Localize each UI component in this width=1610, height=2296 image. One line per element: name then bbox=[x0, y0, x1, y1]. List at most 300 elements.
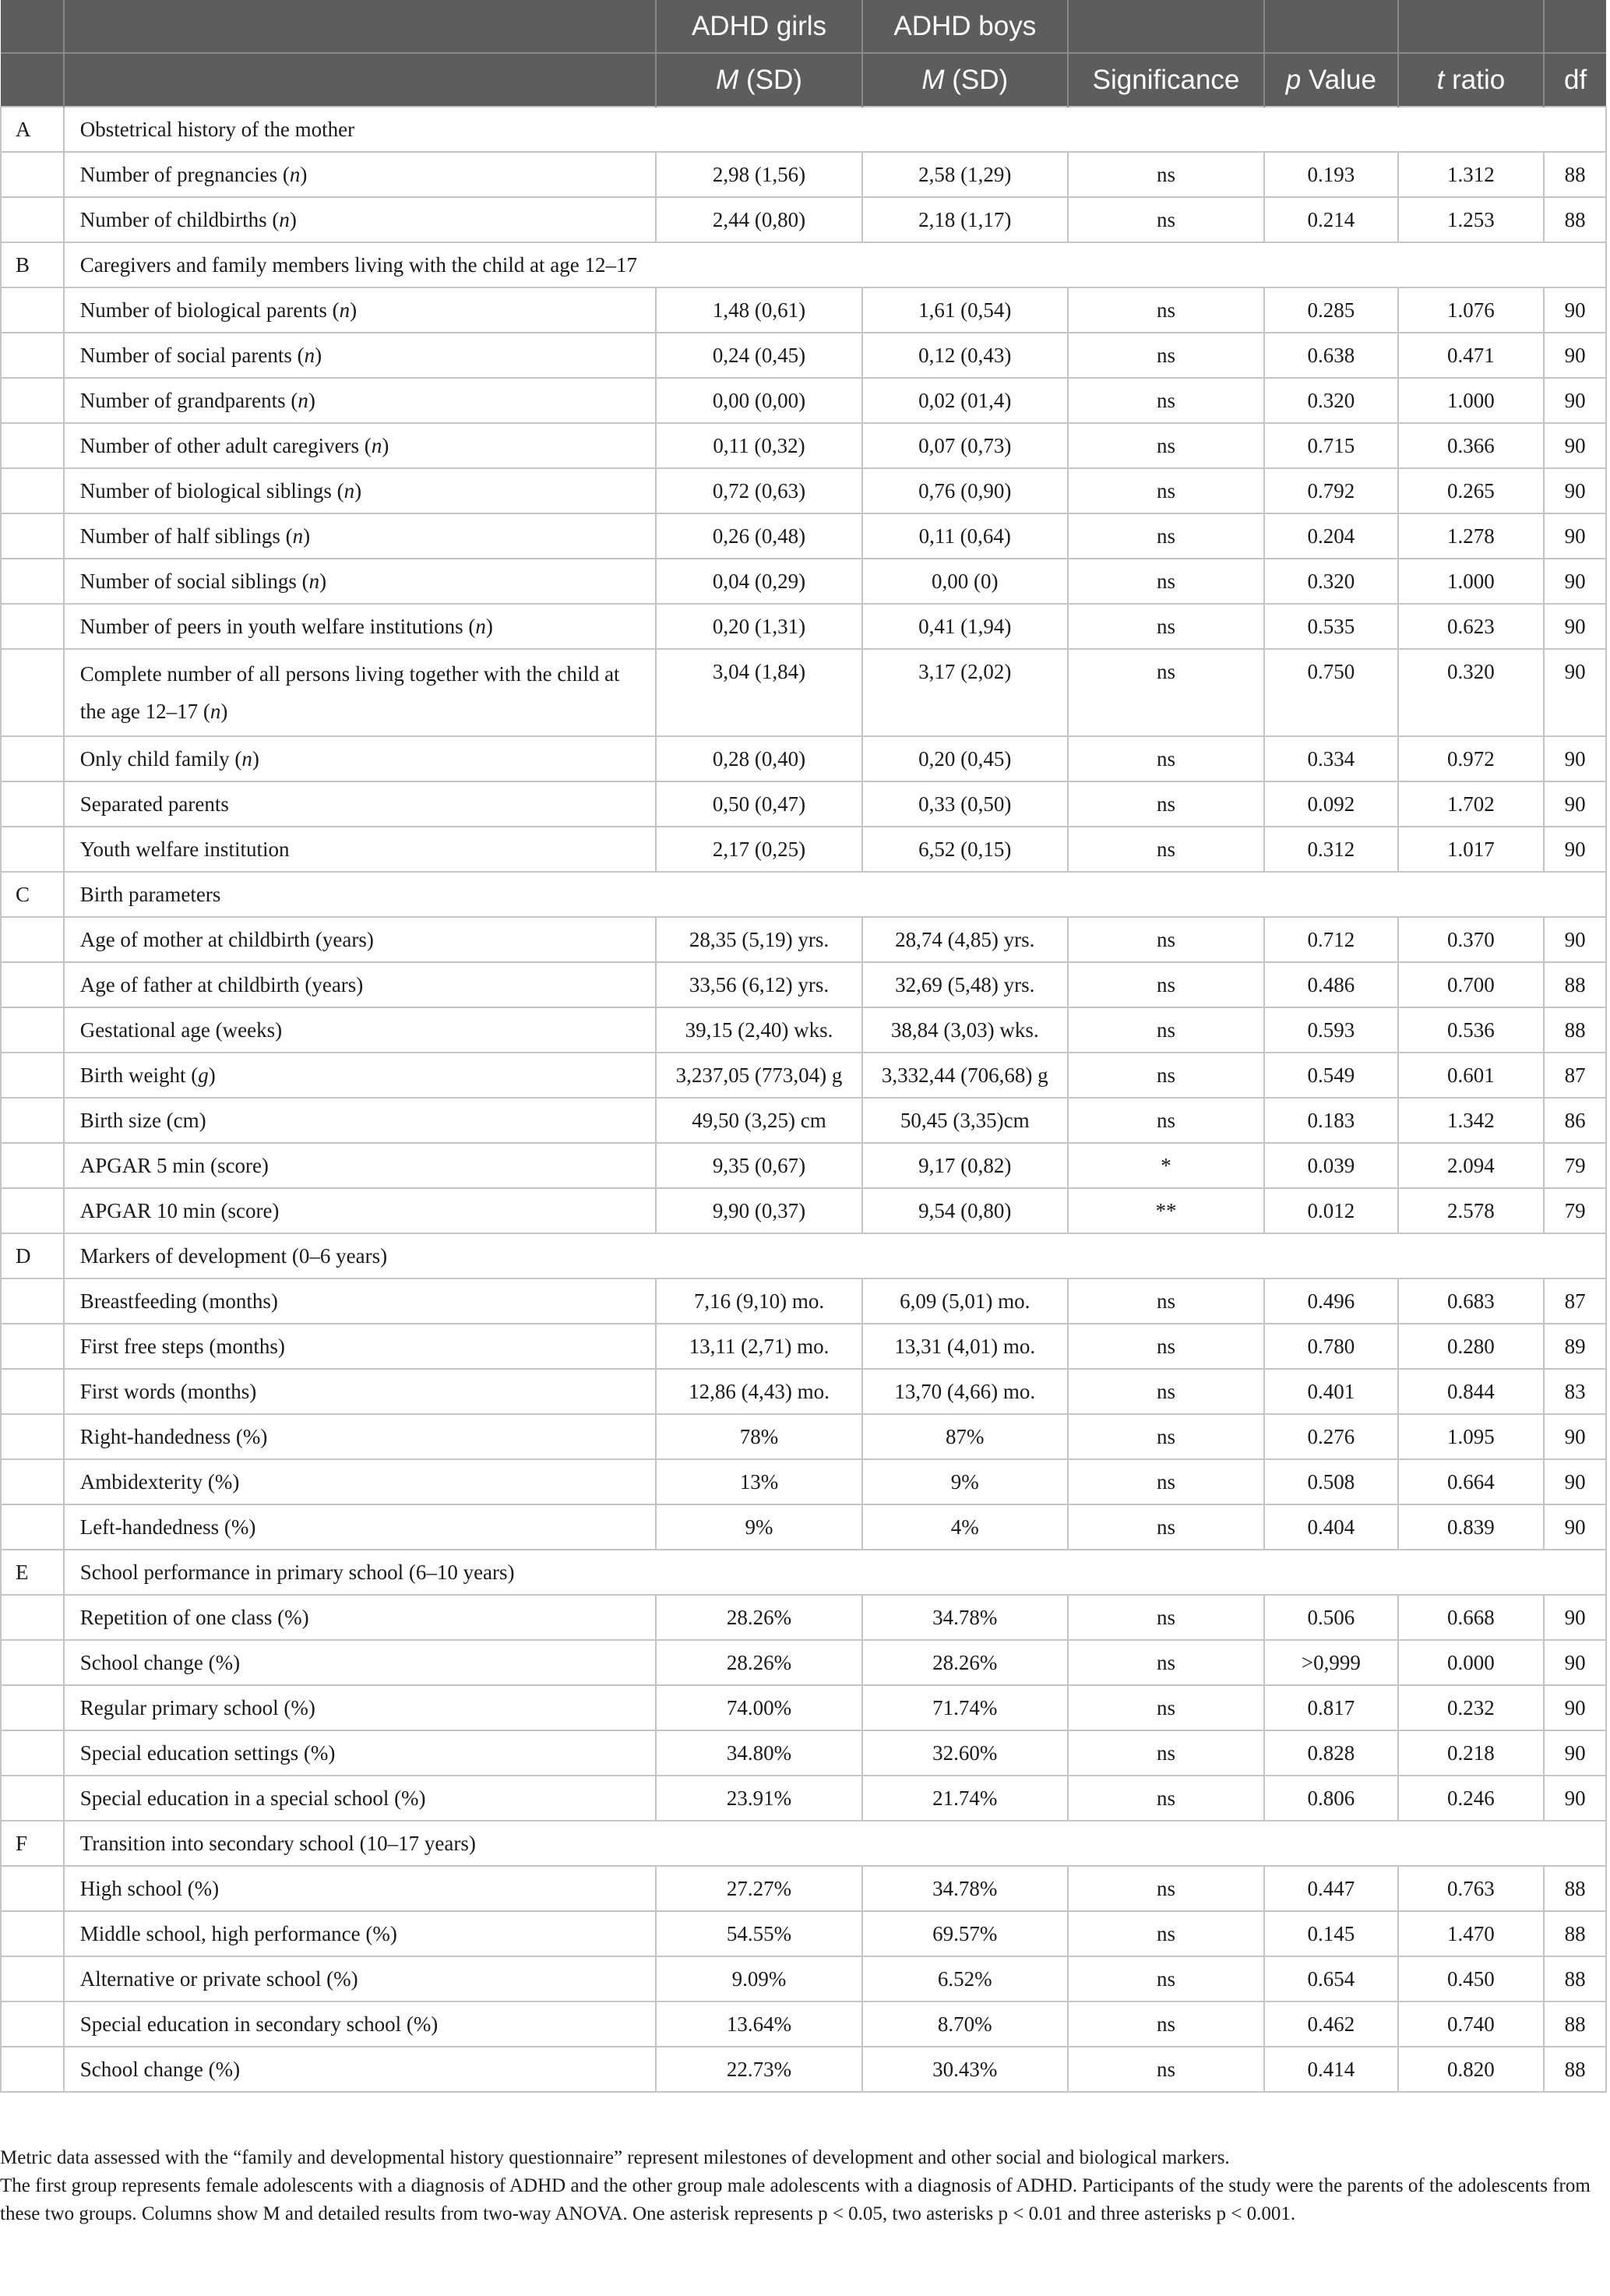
p-value: 0.447 bbox=[1264, 1866, 1397, 1911]
p-value: 0.404 bbox=[1264, 1504, 1397, 1550]
row-label-text: Youth welfare institution bbox=[79, 838, 290, 861]
t-ratio-value: 0.623 bbox=[1398, 604, 1545, 649]
df-value: 90 bbox=[1544, 649, 1606, 736]
row-label-text: Regular primary school (%) bbox=[79, 1696, 315, 1719]
boys-value: 9,17 (0,82) bbox=[862, 1143, 1068, 1188]
row-blank-cell bbox=[1, 1685, 64, 1730]
t-ratio-value: 0.450 bbox=[1398, 1956, 1545, 2002]
row-label bbox=[64, 1504, 657, 1550]
row-blank-cell bbox=[1, 1866, 64, 1911]
p-value: 0.193 bbox=[1264, 152, 1397, 197]
df-value: 90 bbox=[1544, 917, 1606, 962]
df-value: 88 bbox=[1544, 2047, 1606, 2092]
boys-value: 0,02 (01,4) bbox=[862, 378, 1068, 423]
section-letter: A bbox=[1, 107, 64, 152]
girls-value: 3,237,05 (773,04) g bbox=[656, 1053, 861, 1098]
df-value: 88 bbox=[1544, 1866, 1606, 1911]
significance-value: ns bbox=[1068, 1053, 1264, 1098]
table-row bbox=[1, 604, 1606, 649]
significance-value: ns bbox=[1068, 1911, 1264, 1956]
table-row bbox=[1, 1504, 1606, 1550]
row-label-text: First words (months) bbox=[79, 1380, 257, 1403]
girls-value: 0,28 (0,40) bbox=[656, 736, 861, 781]
p-value: 0.593 bbox=[1264, 1007, 1397, 1053]
table-row bbox=[1, 827, 1606, 872]
row-label bbox=[64, 1278, 657, 1324]
row-label bbox=[64, 1324, 657, 1369]
row-label-italic: g bbox=[198, 1063, 209, 1087]
table-row bbox=[1, 1414, 1606, 1459]
p-value: 0.320 bbox=[1264, 378, 1397, 423]
boys-value: 32.60% bbox=[862, 1730, 1068, 1776]
boys-value: 0,33 (0,50) bbox=[862, 781, 1068, 827]
header-blank-p bbox=[1264, 0, 1397, 53]
significance-value: ns bbox=[1068, 333, 1264, 378]
table-row bbox=[1, 1685, 1606, 1730]
header-t-ratio: t ratio bbox=[1398, 53, 1545, 107]
boys-value: 71.74% bbox=[862, 1685, 1068, 1730]
girls-value: 13% bbox=[656, 1459, 861, 1504]
row-label-text: First free steps (months) bbox=[79, 1335, 285, 1358]
significance-value: ns bbox=[1068, 1007, 1264, 1053]
t-ratio-value: 0.668 bbox=[1398, 1595, 1545, 1640]
girls-value: 27.27% bbox=[656, 1866, 861, 1911]
significance-value: ns bbox=[1068, 827, 1264, 872]
girls-value: 2,98 (1,56) bbox=[656, 152, 861, 197]
row-label bbox=[64, 1685, 657, 1730]
p-value: 0.401 bbox=[1264, 1369, 1397, 1414]
row-label bbox=[64, 917, 657, 962]
table-row bbox=[1, 1640, 1606, 1685]
t-ratio-value: 1.017 bbox=[1398, 827, 1545, 872]
girls-value: 22.73% bbox=[656, 2047, 861, 2092]
p-value: 0.204 bbox=[1264, 513, 1397, 559]
t-ratio-value: 2.578 bbox=[1398, 1188, 1545, 1233]
p-value: 0.750 bbox=[1264, 649, 1397, 736]
table-row bbox=[1, 962, 1606, 1007]
p-value: 0.817 bbox=[1264, 1685, 1397, 1730]
table-row bbox=[1, 1595, 1606, 1640]
df-value: 88 bbox=[1544, 197, 1606, 242]
table-row bbox=[1, 1776, 1606, 1821]
row-label-text: Number of biological parents ( bbox=[79, 298, 340, 322]
row-blank-cell bbox=[1, 2002, 64, 2047]
t-ratio-value: 1.342 bbox=[1398, 1098, 1545, 1143]
row-label bbox=[64, 1730, 657, 1776]
df-value: 90 bbox=[1544, 378, 1606, 423]
header-boys-msd: M (SD) bbox=[862, 53, 1068, 107]
df-value: 88 bbox=[1544, 962, 1606, 1007]
section-row bbox=[1, 1233, 1606, 1278]
row-label-italic: n bbox=[475, 615, 486, 638]
boys-value: 38,84 (3,03) wks. bbox=[862, 1007, 1068, 1053]
boys-value: 4% bbox=[862, 1504, 1068, 1550]
t-ratio-value: 0.471 bbox=[1398, 333, 1545, 378]
table-row bbox=[1, 513, 1606, 559]
t-ratio-value: 1.470 bbox=[1398, 1911, 1545, 1956]
row-blank-cell bbox=[1, 1053, 64, 1098]
p-value: 0.092 bbox=[1264, 781, 1397, 827]
row-label-close: ) bbox=[315, 344, 322, 367]
section-title: Caregivers and family members living with the child at age 12–17 bbox=[64, 242, 1606, 287]
significance-value: ns bbox=[1068, 1324, 1264, 1369]
boys-value: 9,54 (0,80) bbox=[862, 1188, 1068, 1233]
row-blank-cell bbox=[1, 1730, 64, 1776]
df-value: 87 bbox=[1544, 1053, 1606, 1098]
header-significance: Significance bbox=[1068, 53, 1264, 107]
footnote-line-1: Metric data assessed with the “family and developmental history questionnaire” represent milestones of development and other social and biological markers. bbox=[0, 2147, 1230, 2168]
girls-value: 23.91% bbox=[656, 1776, 861, 1821]
boys-value: 8.70% bbox=[862, 2002, 1068, 2047]
row-label-close: ) bbox=[350, 298, 358, 322]
girls-value: 9.09% bbox=[656, 1956, 861, 2002]
row-label-text: Gestational age (weeks) bbox=[79, 1018, 283, 1042]
row-label-close: ) bbox=[382, 434, 389, 457]
df-value: 90 bbox=[1544, 1504, 1606, 1550]
significance-value: ns bbox=[1068, 1730, 1264, 1776]
girls-value: 0,50 (0,47) bbox=[656, 781, 861, 827]
row-blank-cell bbox=[1, 917, 64, 962]
row-blank-cell bbox=[1, 1188, 64, 1233]
t-ratio-value: 0.839 bbox=[1398, 1504, 1545, 1550]
significance-value: ns bbox=[1068, 1685, 1264, 1730]
significance-value: ns bbox=[1068, 559, 1264, 604]
t-ratio-value: 0.320 bbox=[1398, 649, 1545, 736]
girls-value: 13.64% bbox=[656, 2002, 861, 2047]
t-ratio-value: 0.763 bbox=[1398, 1866, 1545, 1911]
row-label bbox=[64, 649, 657, 736]
df-value: 90 bbox=[1544, 423, 1606, 468]
df-value: 90 bbox=[1544, 1730, 1606, 1776]
p-value: 0.486 bbox=[1264, 962, 1397, 1007]
row-label-close: ) bbox=[289, 208, 297, 231]
row-label-text: School change (%) bbox=[79, 1651, 241, 1674]
table-row bbox=[1, 1278, 1606, 1324]
row-blank-cell bbox=[1, 1504, 64, 1550]
row-label-text: Number of peers in youth welfare institutions ( bbox=[79, 615, 476, 638]
table-row bbox=[1, 468, 1606, 513]
p-value: 0.183 bbox=[1264, 1098, 1397, 1143]
row-label-close: ) bbox=[208, 1063, 216, 1087]
girls-value: 28.26% bbox=[656, 1640, 861, 1685]
row-label-text: School change (%) bbox=[79, 2058, 241, 2081]
row-label bbox=[64, 962, 657, 1007]
p-value: 0.535 bbox=[1264, 604, 1397, 649]
row-blank-cell bbox=[1, 559, 64, 604]
row-label bbox=[64, 827, 657, 872]
df-value: 90 bbox=[1544, 1595, 1606, 1640]
row-label bbox=[64, 333, 657, 378]
t-ratio-value: 0.246 bbox=[1398, 1776, 1545, 1821]
row-label-close: ) bbox=[354, 479, 362, 503]
table-row bbox=[1, 1053, 1606, 1098]
p-value: 0.654 bbox=[1264, 1956, 1397, 2002]
df-value: 90 bbox=[1544, 1640, 1606, 1685]
girls-value: 74.00% bbox=[656, 1685, 861, 1730]
p-value: 0.638 bbox=[1264, 333, 1397, 378]
row-label-text: Left-handedness (%) bbox=[79, 1515, 256, 1539]
header-blank-label bbox=[64, 0, 657, 53]
row-blank-cell bbox=[1, 649, 64, 736]
significance-value: ns bbox=[1068, 962, 1264, 1007]
row-label-close: ) bbox=[252, 747, 259, 771]
significance-value: ns bbox=[1068, 649, 1264, 736]
girls-value: 49,50 (3,25) cm bbox=[656, 1098, 861, 1143]
row-label-close: ) bbox=[485, 615, 493, 638]
section-letter: C bbox=[1, 872, 64, 917]
girls-value: 34.80% bbox=[656, 1730, 861, 1776]
row-blank-cell bbox=[1, 1324, 64, 1369]
df-value: 86 bbox=[1544, 1098, 1606, 1143]
p-value: 0.712 bbox=[1264, 917, 1397, 962]
header-blank-letter bbox=[1, 0, 64, 53]
significance-value: ns bbox=[1068, 2047, 1264, 2092]
df-value: 90 bbox=[1544, 1776, 1606, 1821]
p-value: 0.506 bbox=[1264, 1595, 1397, 1640]
boys-value: 34.78% bbox=[862, 1595, 1068, 1640]
significance-value: ns bbox=[1068, 604, 1264, 649]
row-label-italic: n bbox=[304, 344, 315, 367]
row-blank-cell bbox=[1, 287, 64, 333]
significance-value: ns bbox=[1068, 2002, 1264, 2047]
row-label bbox=[64, 1911, 657, 1956]
df-value: 90 bbox=[1544, 736, 1606, 781]
significance-value: ns bbox=[1068, 736, 1264, 781]
header-blank-label-2 bbox=[64, 53, 657, 107]
p-value: 0.792 bbox=[1264, 468, 1397, 513]
header-df: df bbox=[1544, 53, 1606, 107]
girls-value: 2,44 (0,80) bbox=[656, 197, 861, 242]
boys-value: 0,12 (0,43) bbox=[862, 333, 1068, 378]
t-ratio-value: 2.094 bbox=[1398, 1143, 1545, 1188]
table-footnote bbox=[0, 2144, 1605, 2228]
row-label-text: Age of mother at childbirth (years) bbox=[79, 928, 374, 951]
table-row bbox=[1, 917, 1606, 962]
girls-value: 0,11 (0,32) bbox=[656, 423, 861, 468]
section-row bbox=[1, 1821, 1606, 1866]
girls-value: 78% bbox=[656, 1414, 861, 1459]
boys-value: 6,09 (5,01) mo. bbox=[862, 1278, 1068, 1324]
row-blank-cell bbox=[1, 1776, 64, 1821]
girls-value: 28,35 (5,19) yrs. bbox=[656, 917, 861, 962]
p-value: 0.145 bbox=[1264, 1911, 1397, 1956]
row-label bbox=[64, 1414, 657, 1459]
header-girls: ADHD girls bbox=[656, 0, 861, 53]
row-blank-cell bbox=[1, 1956, 64, 2002]
row-label-text: Birth size (cm) bbox=[79, 1109, 206, 1132]
row-label bbox=[64, 781, 657, 827]
df-value: 90 bbox=[1544, 1685, 1606, 1730]
row-label-text: Breastfeeding (months) bbox=[79, 1289, 278, 1313]
girls-value: 7,16 (9,10) mo. bbox=[656, 1278, 861, 1324]
significance-value: ns bbox=[1068, 423, 1264, 468]
row-label-close: ) bbox=[303, 524, 311, 548]
row-label bbox=[64, 423, 657, 468]
boys-value: 3,332,44 (706,68) g bbox=[862, 1053, 1068, 1098]
section-title: School performance in primary school (6–10 years) bbox=[64, 1550, 1606, 1595]
significance-value: ns bbox=[1068, 1640, 1264, 1685]
row-label bbox=[64, 604, 657, 649]
section-letter: D bbox=[1, 1233, 64, 1278]
row-label-text: Number of social parents ( bbox=[79, 344, 305, 367]
row-label-italic: n bbox=[343, 479, 355, 503]
p-value: 0.320 bbox=[1264, 559, 1397, 604]
significance-value: ns bbox=[1068, 781, 1264, 827]
girls-value: 33,56 (6,12) yrs. bbox=[656, 962, 861, 1007]
boys-value: 0,11 (0,64) bbox=[862, 513, 1068, 559]
t-ratio-value: 0.683 bbox=[1398, 1278, 1545, 1324]
row-blank-cell bbox=[1, 827, 64, 872]
row-blank-cell bbox=[1, 1369, 64, 1414]
boys-value: 0,00 (0) bbox=[862, 559, 1068, 604]
row-label-text: Number of biological siblings ( bbox=[79, 479, 344, 503]
girls-value: 9,90 (0,37) bbox=[656, 1188, 861, 1233]
row-label-italic: n bbox=[298, 389, 308, 412]
significance-value: ns bbox=[1068, 468, 1264, 513]
t-ratio-value: 1.702 bbox=[1398, 781, 1545, 827]
row-label bbox=[64, 1007, 657, 1053]
p-value: 0.462 bbox=[1264, 2002, 1397, 2047]
girls-value: 54.55% bbox=[656, 1911, 861, 1956]
section-letter: F bbox=[1, 1821, 64, 1866]
girls-value: 0,04 (0,29) bbox=[656, 559, 861, 604]
row-label-text: Number of half siblings ( bbox=[79, 524, 293, 548]
row-label bbox=[64, 2002, 657, 2047]
significance-value: ns bbox=[1068, 287, 1264, 333]
table-header bbox=[1, 0, 1606, 107]
boys-value: 30.43% bbox=[862, 2047, 1068, 2092]
row-label bbox=[64, 1053, 657, 1098]
significance-value: * bbox=[1068, 1143, 1264, 1188]
table-row bbox=[1, 736, 1606, 781]
header-blank-sig bbox=[1068, 0, 1264, 53]
df-value: 89 bbox=[1544, 1324, 1606, 1369]
df-value: 88 bbox=[1544, 1911, 1606, 1956]
row-label bbox=[64, 1459, 657, 1504]
row-blank-cell bbox=[1, 736, 64, 781]
row-label bbox=[64, 559, 657, 604]
df-value: 90 bbox=[1544, 468, 1606, 513]
girls-value: 39,15 (2,40) wks. bbox=[656, 1007, 861, 1053]
t-ratio-value: 0.700 bbox=[1398, 962, 1545, 1007]
row-label-text: Middle school, high performance (%) bbox=[79, 1922, 397, 1945]
table-row bbox=[1, 1866, 1606, 1911]
row-label-close: ) bbox=[319, 570, 327, 593]
row-blank-cell bbox=[1, 513, 64, 559]
row-label-text: Right-handedness (%) bbox=[79, 1425, 268, 1448]
boys-value: 6,52 (0,15) bbox=[862, 827, 1068, 872]
table-row bbox=[1, 1098, 1606, 1143]
row-label bbox=[64, 1188, 657, 1233]
row-blank-cell bbox=[1, 1143, 64, 1188]
t-ratio-value: 0.844 bbox=[1398, 1369, 1545, 1414]
table-row bbox=[1, 152, 1606, 197]
row-label bbox=[64, 1866, 657, 1911]
boys-value: 9% bbox=[862, 1459, 1068, 1504]
row-label bbox=[64, 152, 657, 197]
p-value: 0.715 bbox=[1264, 423, 1397, 468]
boys-value: 32,69 (5,48) yrs. bbox=[862, 962, 1068, 1007]
df-value: 90 bbox=[1544, 827, 1606, 872]
girls-value: 0,72 (0,63) bbox=[656, 468, 861, 513]
row-label-text: Special education in a special school (%) bbox=[79, 1786, 426, 1810]
row-label-text: Number of other adult caregivers ( bbox=[79, 434, 372, 457]
table-body bbox=[1, 107, 1606, 2092]
p-value: 0.276 bbox=[1264, 1414, 1397, 1459]
row-blank-cell bbox=[1, 152, 64, 197]
row-label-italic: n bbox=[241, 747, 252, 771]
p-value: 0.806 bbox=[1264, 1776, 1397, 1821]
df-value: 90 bbox=[1544, 1414, 1606, 1459]
boys-value: 0,20 (0,45) bbox=[862, 736, 1068, 781]
row-label bbox=[64, 378, 657, 423]
table-row bbox=[1, 1459, 1606, 1504]
p-value: 0.312 bbox=[1264, 827, 1397, 872]
p-value: 0.414 bbox=[1264, 2047, 1397, 2092]
table-row bbox=[1, 1143, 1606, 1188]
row-label-text: Number of grandparents ( bbox=[79, 389, 298, 412]
header-p-value: p Value bbox=[1264, 53, 1397, 107]
row-label-text: Number of social siblings ( bbox=[79, 570, 309, 593]
boys-value: 13,70 (4,66) mo. bbox=[862, 1369, 1068, 1414]
table-row bbox=[1, 649, 1606, 736]
t-ratio-value: 0.601 bbox=[1398, 1053, 1545, 1098]
significance-value: ns bbox=[1068, 1459, 1264, 1504]
section-row bbox=[1, 1550, 1606, 1595]
significance-value: ns bbox=[1068, 917, 1264, 962]
girls-value: 0,26 (0,48) bbox=[656, 513, 861, 559]
boys-value: 1,61 (0,54) bbox=[862, 287, 1068, 333]
row-blank-cell bbox=[1, 1414, 64, 1459]
boys-value: 2,18 (1,17) bbox=[862, 197, 1068, 242]
section-title: Markers of development (0–6 years) bbox=[64, 1233, 1606, 1278]
girls-value: 13,11 (2,71) mo. bbox=[656, 1324, 861, 1369]
t-ratio-value: 1.000 bbox=[1398, 559, 1545, 604]
girls-value: 9% bbox=[656, 1504, 861, 1550]
row-label-text: Separated parents bbox=[79, 792, 229, 816]
df-value: 88 bbox=[1544, 2002, 1606, 2047]
significance-value: ns bbox=[1068, 513, 1264, 559]
row-label-text: Repetition of one class (%) bbox=[79, 1606, 309, 1629]
p-value: >0,999 bbox=[1264, 1640, 1397, 1685]
p-value: 0.549 bbox=[1264, 1053, 1397, 1098]
table-row bbox=[1, 1911, 1606, 1956]
df-value: 90 bbox=[1544, 559, 1606, 604]
df-value: 88 bbox=[1544, 1007, 1606, 1053]
row-blank-cell bbox=[1, 197, 64, 242]
section-letter: B bbox=[1, 242, 64, 287]
row-label-text: Only child family ( bbox=[79, 747, 242, 771]
t-ratio-value: 1.312 bbox=[1398, 152, 1545, 197]
row-label-text: APGAR 5 min (score) bbox=[79, 1154, 269, 1177]
section-title: Transition into secondary school (10–17 years) bbox=[64, 1821, 1606, 1866]
table-row bbox=[1, 1324, 1606, 1369]
row-label-text: Special education settings (%) bbox=[79, 1741, 336, 1765]
t-ratio-value: 0.664 bbox=[1398, 1459, 1545, 1504]
table-row bbox=[1, 559, 1606, 604]
girls-value: 9,35 (0,67) bbox=[656, 1143, 861, 1188]
row-blank-cell bbox=[1, 423, 64, 468]
row-label-italic: n bbox=[308, 570, 320, 593]
row-label-text: Complete number of all persons living together with the child at the age 12–17 ( bbox=[79, 662, 620, 723]
boys-value: 34.78% bbox=[862, 1866, 1068, 1911]
t-ratio-value: 1.000 bbox=[1398, 378, 1545, 423]
df-value: 90 bbox=[1544, 513, 1606, 559]
boys-value: 0,41 (1,94) bbox=[862, 604, 1068, 649]
boys-value: 28,74 (4,85) yrs. bbox=[862, 917, 1068, 962]
table-row bbox=[1, 378, 1606, 423]
row-label bbox=[64, 2047, 657, 2092]
